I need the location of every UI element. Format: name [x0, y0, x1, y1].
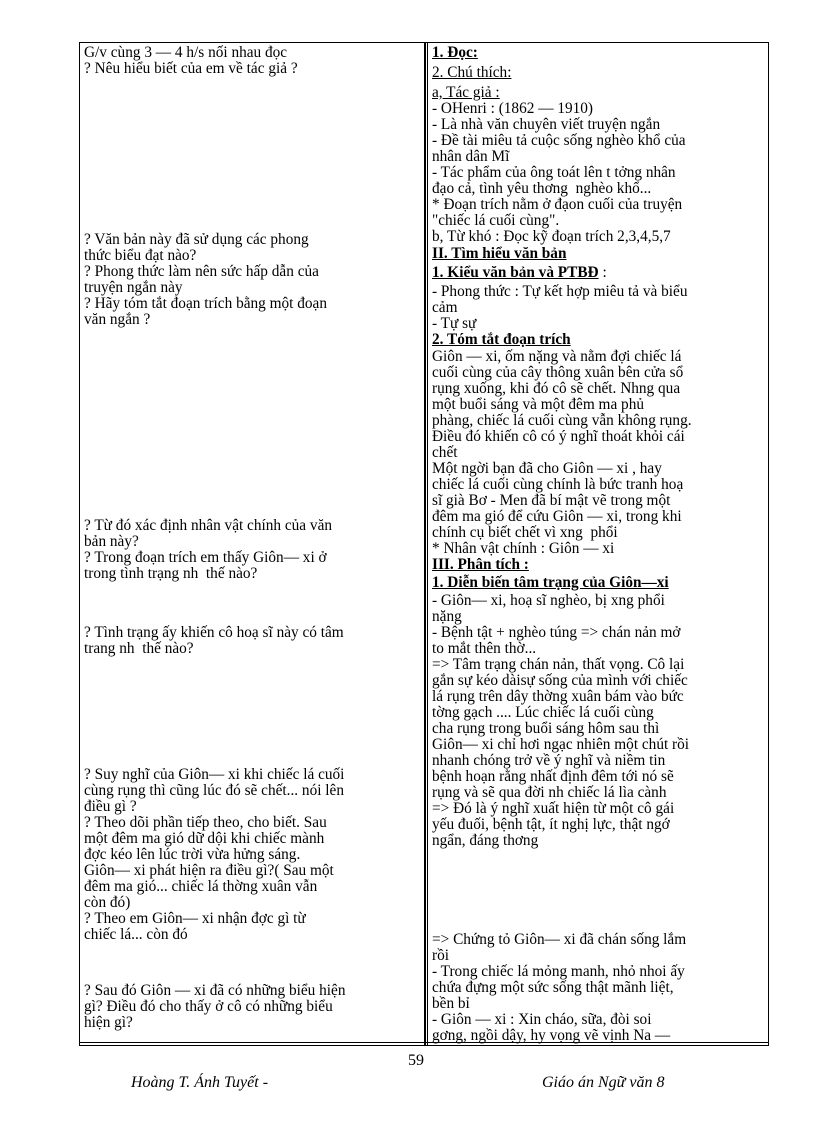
lesson-table	[79, 42, 769, 1046]
right-line: cha rụng trong buổi sáng hôm sau thì	[432, 720, 660, 737]
left-line: ? Hãy tóm tắt đoạn trích bằng một đoạn	[84, 295, 327, 312]
section-heading: II. Tìm hiểu văn bản	[432, 245, 567, 262]
right-line: sĩ già Bơ - Men đã bí mật vẽ trong một	[432, 492, 671, 509]
right-line: => Tâm trạng chán nản, thất vọng. Cô lại	[432, 656, 685, 673]
right-line: - Phong thức : Tự kết hợp miêu tả và biểu	[432, 283, 688, 300]
right-line: gơng, ngồi dậy, hy vọng vẽ vịnh Na —	[432, 1027, 671, 1044]
footer-title: Giáo án Ngữ văn 8	[542, 1074, 665, 1091]
section-heading: 1. Đọc:	[432, 44, 478, 61]
right-line: chính cụ biết chết vì xng phổi	[432, 524, 618, 541]
right-line: nhân dân Mĩ	[432, 148, 510, 165]
subsection-heading-row	[432, 265, 764, 281]
subsection-heading: a, Tác giả :	[432, 84, 500, 101]
subsection-heading: 2. Tóm tắt đoạn trích	[432, 331, 571, 348]
right-line: đạo cả, tình yêu thơng nghèo khổ...	[432, 180, 652, 197]
right-line: rụng xuống, khi đó cô sẽ chết. Nhng qua	[432, 380, 681, 397]
right-line: chứa đựng một sức sống thật mãnh liệt,	[432, 979, 674, 996]
left-line: ? Phong thức làm nên sức hấp dẫn của	[84, 263, 319, 280]
right-line: Điều đó khiến cô có ý nghĩ thoát khỏi cái	[432, 428, 685, 445]
left-line: chiếc lá... còn đó	[84, 926, 188, 943]
page-number: 59	[408, 1052, 424, 1069]
heading-colon: :	[602, 264, 607, 281]
right-line: cuối cùng của cây thông xuân bên cửa sổ	[432, 364, 684, 381]
subsection-heading: 1. Diễn biến tâm trạng của Giôn—xi	[432, 574, 669, 591]
right-line: yếu đuối, bệnh tật, ít nghị lực, thật ngớ	[432, 816, 670, 833]
right-line: Giôn— xi chỉ hơi ngạc nhiên một chút rồi	[432, 736, 690, 753]
left-line: truyện ngắn này	[84, 279, 183, 296]
right-line: gắn sự kéo dàisự sống của mình với chiếc	[432, 672, 688, 689]
left-line: ? Trong đoạn trích em thấy Giôn— xi ở	[84, 549, 327, 566]
left-line: trang nh thế nào?	[84, 640, 194, 657]
left-line: đêm ma gió... chiếc lá thờng xuân vẫn	[84, 878, 318, 895]
right-line: - Giôn— xi, hoạ sĩ nghèo, bị xng phổi	[432, 592, 665, 609]
left-line: thức biểu đạt nào?	[84, 247, 197, 264]
column-divider	[424, 43, 426, 1045]
right-line: => Chứng tỏ Giôn— xi đã chán sống lắm	[432, 931, 687, 948]
left-line: đợc kéo lên lúc trời vừa hửng sáng.	[84, 846, 301, 863]
right-line: rồi	[432, 947, 449, 964]
right-line: ngẩn, đáng thơng	[432, 832, 539, 849]
left-line: ? Từ đó xác định nhân vật chính của văn	[84, 517, 333, 534]
left-line: gì? Điều đó cho thấy ở cô có những biểu	[84, 998, 333, 1015]
right-line: nhanh chóng trở về ý nghĩ và niềm tin	[432, 752, 666, 769]
left-line: ? Suy nghĩ của Giôn— xi khi chiếc lá cuối	[84, 766, 345, 783]
left-line: ? Theo dõi phần tiếp theo, cho biết. Sau	[84, 814, 327, 831]
right-line: lá rụng trên dây thờng xuân bám vào bức	[432, 688, 684, 705]
right-line: - OHenri : (1862 — 1910)	[432, 100, 594, 117]
left-line: ? Sau đó Giôn — xi đã có những biểu hiện	[84, 982, 346, 999]
right-line: tờng gạch .... Lúc chiếc lá cuối cùng	[432, 704, 654, 721]
section-heading: III. Phân tích :	[432, 556, 529, 573]
right-line: Giôn — xi, ốm nặng và nằm đợi chiếc lá	[432, 348, 682, 365]
left-line: G/v cùng 3 — 4 h/s nối nhau đọc	[84, 44, 288, 61]
left-line: ? Văn bản này đã sử dụng các phong	[84, 231, 309, 248]
left-line: cùng rụng thì cũng lúc đó sẽ chết... nói lên	[84, 782, 344, 799]
right-line: - Trong chiếc lá mỏng manh, nhỏ nhoi ấy	[432, 963, 685, 980]
left-line: hiện gì?	[84, 1014, 133, 1031]
right-line: phàng, chiếc lá cuối cùng vẫn không rụng.	[432, 412, 692, 429]
right-line: b, Từ khó : Đọc kỹ đoạn trích 2,3,4,5,7	[432, 228, 671, 245]
left-line: ? Tình trạng ấy khiến cô hoạ sĩ này có tâm	[84, 624, 344, 641]
left-line: trong tình trạng nh thế nào?	[84, 565, 258, 582]
column-divider-inner	[427, 43, 428, 1045]
footer-author: Hoàng T. Ánh Tuyết -	[131, 1074, 269, 1091]
left-line: một đêm ma gió dữ dội khi chiếc mành	[84, 830, 325, 847]
subsection-heading: 1. Kiểu văn bản và PTBĐ	[432, 264, 599, 281]
left-line: ? Nêu hiểu biết của em về tác giả ?	[84, 60, 298, 77]
left-line: điều gì ?	[84, 798, 137, 815]
right-line: * Nhân vật chính : Giôn — xi	[432, 540, 615, 557]
right-line: - Tự sự	[432, 315, 477, 332]
right-line: "chiếc lá cuối cùng".	[432, 212, 560, 229]
left-line: ? Theo em Giôn— xi nhận đợc gì từ	[84, 910, 306, 927]
right-line: - Giôn — xi : Xin cháo, sữa, đòi soi	[432, 1011, 652, 1028]
left-line: văn ngắn ?	[84, 311, 151, 328]
right-line: - Đề tài miêu tả cuộc sống nghèo khổ của	[432, 132, 686, 149]
right-line: nặng	[432, 608, 462, 625]
right-line: đêm ma gió để cứu Giôn — xi, trong khi	[432, 508, 682, 525]
right-line: chiếc lá cuối cùng chính là bức tranh hoạ	[432, 476, 684, 493]
right-line: - Bệnh tật + nghèo túng => chán nản mở	[432, 624, 681, 641]
subsection-heading: 2. Chú thích:	[432, 64, 512, 81]
right-line: rụng và sẽ qua đời nh chiếc lá lìa cành	[432, 784, 667, 801]
right-line: chết	[432, 444, 458, 461]
right-line: cảm	[432, 299, 458, 316]
right-line: bệnh hoạn rằng nhất định đêm tới nó sẽ	[432, 768, 674, 785]
left-line: bản này?	[84, 533, 139, 550]
right-line: - Là nhà văn chuyên viết truyện ngắn	[432, 116, 661, 133]
right-line: => Đó là ý nghĩ xuất hiện từ một cô gái	[432, 800, 675, 817]
right-line: * Đoạn trích nằm ở đạon cuối của truyện	[432, 196, 683, 213]
right-line: một buổi sáng và một đêm ma phủ	[432, 396, 645, 413]
right-line: Một ngời bạn đã cho Giôn — xi , hay	[432, 460, 662, 477]
right-line: - Tác phẩm của ông toát lên t tởng nhân	[432, 164, 676, 181]
left-line: Giôn— xi phát hiện ra điều gì?( Sau một	[84, 862, 334, 879]
right-line: bền bỉ	[432, 995, 470, 1012]
right-line: to mắt thên thờ...	[432, 640, 537, 657]
left-line: còn đó)	[84, 894, 131, 911]
